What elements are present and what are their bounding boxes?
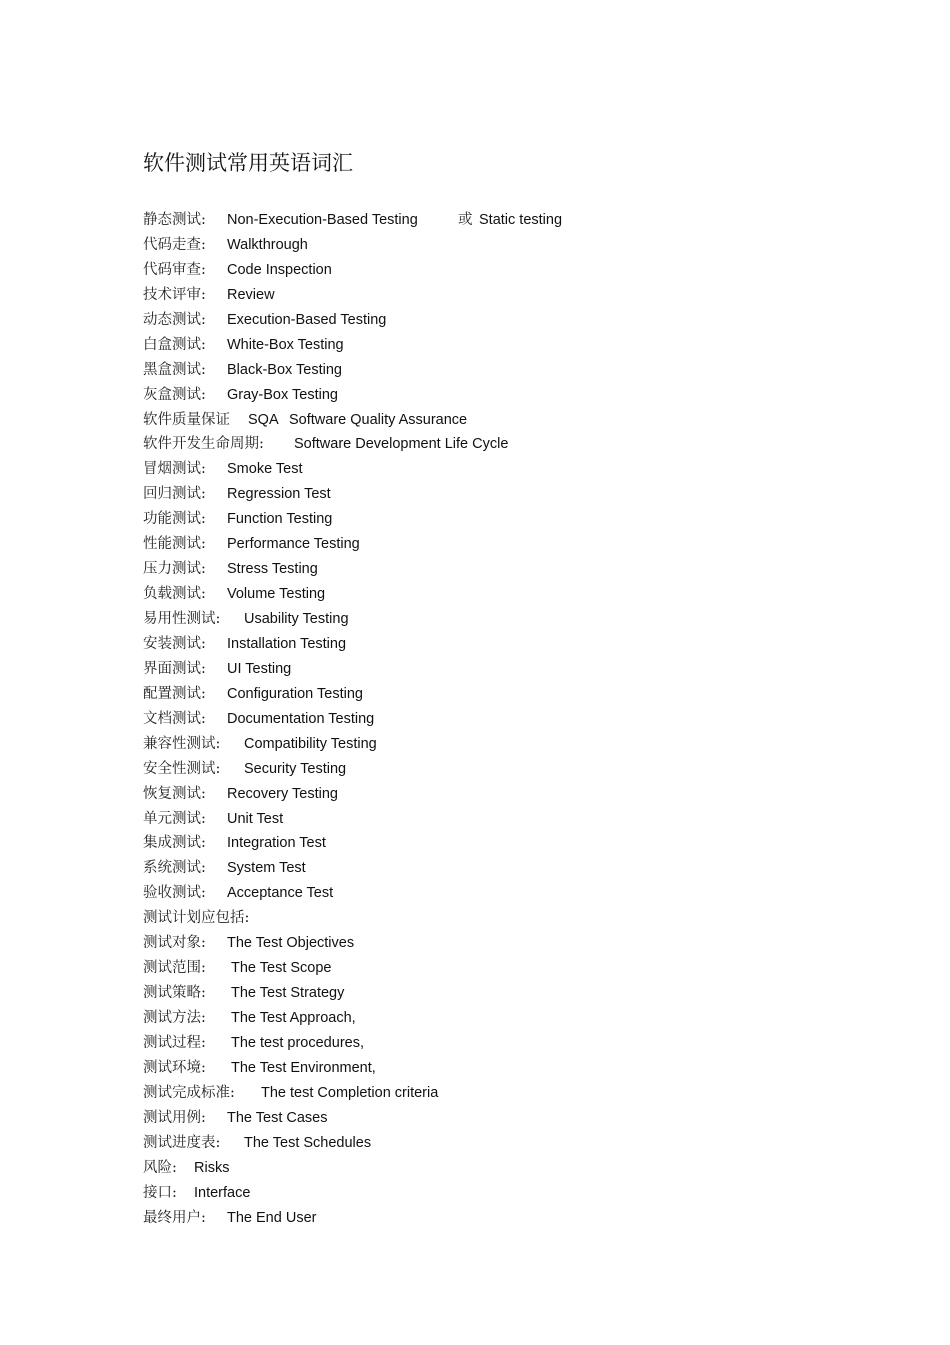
glossary-entry [143,1106,903,1131]
term-english: Stress Testing [227,561,318,578]
term-chinese: 软件质量保证 [143,411,230,428]
term-english: Performance Testing [227,536,360,553]
term-english: Documentation Testing [227,710,375,727]
term-english: Compatibility Testing [244,735,377,752]
glossary-entry [143,258,903,283]
document-title: 软件测试常用英语词汇 [143,151,353,175]
term-chinese: 单元测试: [143,810,206,827]
glossary-entry [143,657,903,682]
term-chinese: 静态测试: [143,212,206,228]
glossary-list [143,208,903,1230]
term-english: The Test Objectives [227,935,355,952]
term-english: Function Testing [227,511,333,528]
term-chinese: 系统测试: [143,860,206,877]
glossary-entry [143,1031,903,1056]
glossary-entry [143,283,903,308]
term-english: Unit Test [227,810,284,827]
term-english: The Test Approach, [231,1010,356,1026]
term-chinese: 代码走查: [143,236,206,253]
term-chinese: 冒烟测试: [143,461,206,478]
term-chinese: 验收测试: [143,885,206,902]
glossary-entry [143,1131,903,1156]
term-english: Acceptance Test [227,885,334,902]
glossary-entry [143,1081,903,1106]
term-chinese: 兼容性测试: [143,735,221,752]
term-chinese: 软件开发生命周期: [143,436,264,453]
glossary-entry [143,582,903,607]
glossary-entry [143,981,903,1006]
term-abbreviation: SQA [248,411,279,428]
term-chinese: 测试环境: [143,1059,206,1076]
glossary-entry [143,707,903,732]
term-chinese: 测试对象: [143,935,206,952]
term-english: Risks [194,1159,230,1176]
term-chinese: 技术评审: [143,286,206,303]
term-chinese: 功能测试: [143,511,206,528]
term-english: Software Development Life Cycle [294,436,509,453]
glossary-entry [143,457,903,482]
glossary-entry [143,408,903,433]
glossary-entry [143,1181,903,1206]
term-english: Walkthrough [227,236,308,253]
term-chinese: 黑盒测试: [143,361,206,378]
term-chinese: 白盒测试: [143,336,206,353]
term-english: Configuration Testing [227,685,363,702]
term-chinese: 易用性测试: [143,611,221,627]
term-chinese: 测试策略: [143,985,206,1002]
glossary-entry [143,482,903,507]
glossary-entry [143,358,903,383]
term-english: UI Testing [227,660,292,677]
term-chinese: 文档测试: [143,710,206,727]
term-english: Volume Testing [227,586,326,603]
term-english: The Test Scope [231,960,332,977]
glossary-entry [143,1206,903,1231]
term-english: Regression Test [227,486,331,503]
term-english-alternative: Static testing [479,212,563,228]
term-chinese: 恢复测试: [143,785,206,802]
glossary-entry [143,881,903,906]
term-chinese: 最终用户: [143,1209,206,1226]
glossary-entry [143,308,903,333]
term-english: The Test Schedules [244,1134,372,1151]
term-chinese: 压力测试: [143,561,206,578]
term-english: Security Testing [244,760,347,777]
term-chinese: 测试进度表: [143,1134,221,1151]
glossary-entry [143,956,903,981]
term-chinese: 测试完成标准: [143,1084,235,1101]
term-chinese: 测试范围: [143,960,206,977]
term-chinese: 性能测试: [143,536,206,553]
term-chinese: 代码审查: [143,261,206,278]
term-english: White-Box Testing [227,336,344,353]
term-chinese: 接口: [143,1184,177,1201]
term-english: The Test Environment, [231,1059,376,1076]
glossary-entry [143,682,903,707]
term-chinese: 安全性测试: [143,760,221,777]
glossary-entry [143,856,903,881]
term-english: System Test [227,860,306,877]
term-english: Software Quality Assurance [289,411,468,428]
glossary-entry [143,208,903,233]
glossary-entry [143,906,903,931]
term-chinese: 灰盒测试: [143,386,206,403]
term-chinese: 测试计划应包括: [143,910,250,927]
term-english: The Test Strategy [231,985,345,1002]
glossary-entry [143,1006,903,1031]
glossary-entry [143,757,903,782]
term-english: The End User [227,1209,317,1226]
term-english: Interface [194,1184,251,1201]
term-english: Black-Box Testing [227,361,342,378]
glossary-entry [143,557,903,582]
term-chinese: 测试过程: [143,1034,206,1051]
term-english: Installation Testing [227,635,347,652]
term-chinese: 负载测试: [143,586,206,603]
term-english: Smoke Test [227,461,303,478]
term-chinese: 测试方法: [143,1010,206,1026]
term-chinese: 回归测试: [143,486,206,503]
term-english: Recovery Testing [227,785,338,802]
glossary-entry [143,782,903,807]
term-english: Execution-Based Testing [227,311,387,328]
glossary-entry [143,1156,903,1181]
term-english: The test Completion criteria [261,1084,439,1101]
term-english: The test procedures, [231,1034,364,1051]
glossary-entry [143,831,903,856]
glossary-entry [143,732,903,757]
term-chinese: 安装测试: [143,635,206,652]
glossary-entry [143,807,903,832]
term-chinese: 动态测试: [143,311,206,328]
term-english: Review [227,286,275,303]
term-chinese: 集成测试: [143,835,206,852]
glossary-entry [143,532,903,557]
term-chinese: 配置测试: [143,685,206,702]
glossary-entry [143,383,903,408]
term-english: Non-Execution-Based Testing [227,212,418,228]
term-or-connector: 或 [458,212,473,228]
term-chinese: 界面测试: [143,660,206,677]
glossary-entry [143,507,903,532]
glossary-entry [143,607,903,632]
term-chinese: 风险: [143,1159,177,1176]
glossary-entry [143,233,903,258]
glossary-entry [143,432,903,457]
glossary-entry [143,333,903,358]
term-chinese: 测试用例: [143,1109,206,1126]
term-english: Integration Test [227,835,326,852]
glossary-entry [143,1056,903,1081]
glossary-entry [143,931,903,956]
glossary-entry [143,632,903,657]
term-english: The Test Cases [227,1109,328,1126]
term-english: Usability Testing [244,611,349,627]
term-english: Gray-Box Testing [227,386,338,403]
term-english: Code Inspection [227,261,332,278]
